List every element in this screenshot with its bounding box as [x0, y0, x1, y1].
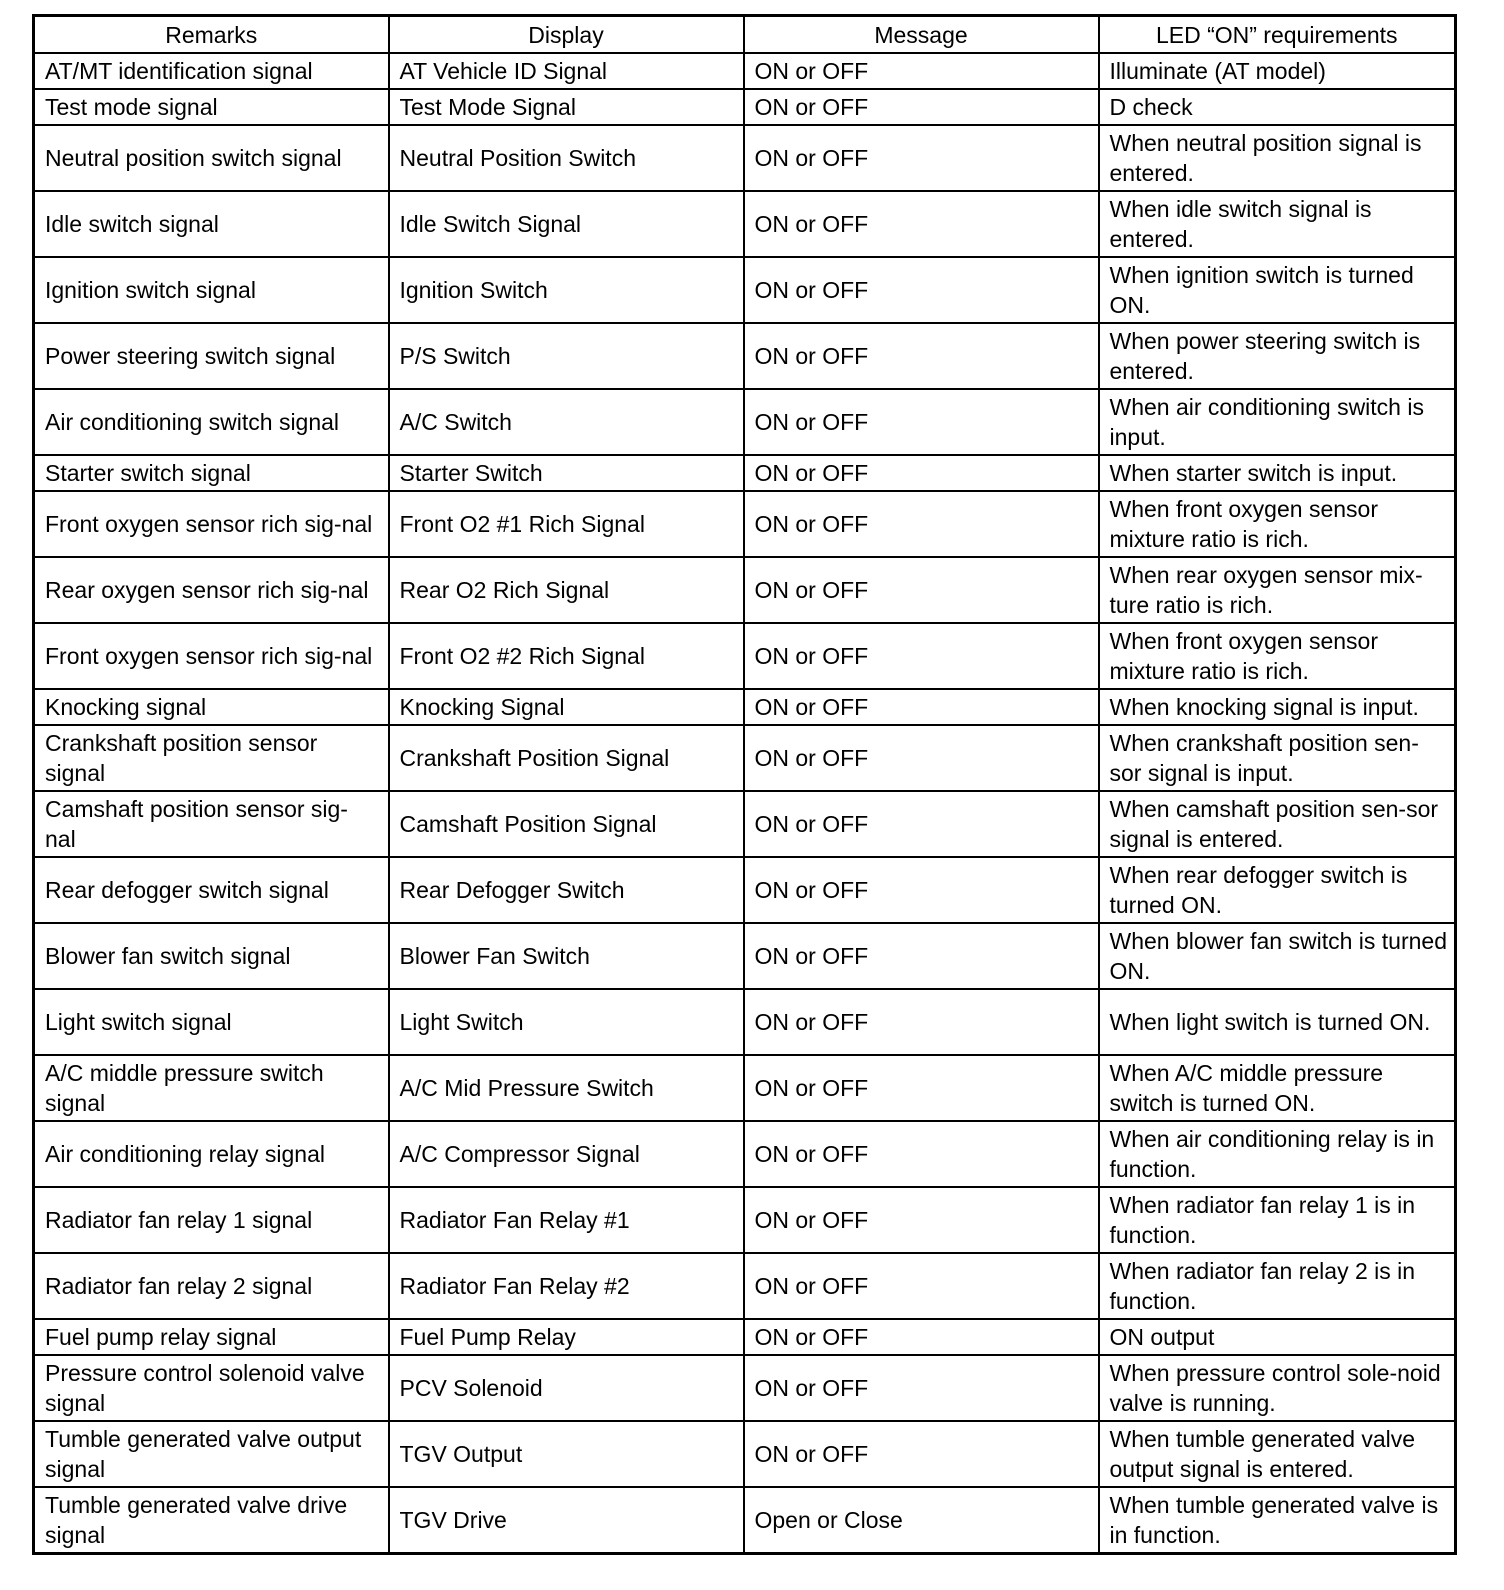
cell-display: Idle Switch Signal	[389, 191, 744, 257]
table-row	[34, 725, 1456, 791]
table-row	[34, 257, 1456, 323]
document-page	[32, 14, 1454, 1555]
cell-display: Crankshaft Position Signal	[389, 725, 744, 791]
cell-message: ON or OFF	[744, 125, 1099, 191]
table-row	[34, 1055, 1456, 1121]
cell-led: When radiator fan relay 1 is in function.	[1099, 1187, 1456, 1253]
cell-message: ON or OFF	[744, 923, 1099, 989]
cell-led: When air conditioning relay is in function.	[1099, 1121, 1456, 1187]
cell-display: Rear Defogger Switch	[389, 857, 744, 923]
cell-message: ON or OFF	[744, 1253, 1099, 1319]
cell-remarks: Starter switch signal	[34, 455, 389, 491]
cell-led: When light switch is turned ON.	[1099, 989, 1456, 1055]
cell-display: AT Vehicle ID Signal	[389, 53, 744, 89]
table-row	[34, 557, 1456, 623]
cell-display: Radiator Fan Relay #1	[389, 1187, 744, 1253]
cell-remarks: Tumble generated valve drive signal	[34, 1487, 389, 1554]
cell-led: When tumble generated valve output signal is entered.	[1099, 1421, 1456, 1487]
table-row	[34, 857, 1456, 923]
cell-message: ON or OFF	[744, 1187, 1099, 1253]
cell-led: When ignition switch is turned ON.	[1099, 257, 1456, 323]
cell-message: ON or OFF	[744, 1355, 1099, 1421]
cell-message: ON or OFF	[744, 989, 1099, 1055]
cell-remarks: Air conditioning switch signal	[34, 389, 389, 455]
cell-led: When radiator fan relay 2 is in function.	[1099, 1253, 1456, 1319]
cell-led: When air conditioning switch is input.	[1099, 389, 1456, 455]
table-row	[34, 125, 1456, 191]
table-row	[34, 1487, 1456, 1554]
cell-message: ON or OFF	[744, 491, 1099, 557]
table-row	[34, 323, 1456, 389]
cell-display: Radiator Fan Relay #2	[389, 1253, 744, 1319]
cell-remarks: Power steering switch signal	[34, 323, 389, 389]
cell-display: A/C Mid Pressure Switch	[389, 1055, 744, 1121]
cell-display: TGV Output	[389, 1421, 744, 1487]
cell-message: ON or OFF	[744, 89, 1099, 125]
cell-message: ON or OFF	[744, 1319, 1099, 1355]
header-led-requirements: LED “ON” requirements	[1099, 16, 1456, 54]
cell-led: ON output	[1099, 1319, 1456, 1355]
cell-message: ON or OFF	[744, 323, 1099, 389]
cell-remarks: Front oxygen sensor rich sig-nal	[34, 491, 389, 557]
header-message: Message	[744, 16, 1099, 54]
table-row	[34, 1355, 1456, 1421]
cell-remarks: Knocking signal	[34, 689, 389, 725]
cell-led: Illuminate (AT model)	[1099, 53, 1456, 89]
cell-led: When knocking signal is input.	[1099, 689, 1456, 725]
cell-led: D check	[1099, 89, 1456, 125]
cell-remarks: Fuel pump relay signal	[34, 1319, 389, 1355]
table-row	[34, 1319, 1456, 1355]
cell-display: PCV Solenoid	[389, 1355, 744, 1421]
cell-led: When blower fan switch is turned ON.	[1099, 923, 1456, 989]
cell-remarks: Front oxygen sensor rich sig-nal	[34, 623, 389, 689]
cell-display: Front O2 #2 Rich Signal	[389, 623, 744, 689]
signal-table	[32, 14, 1457, 1555]
table-row	[34, 689, 1456, 725]
table-row	[34, 791, 1456, 857]
cell-remarks: Rear oxygen sensor rich sig-nal	[34, 557, 389, 623]
cell-remarks: Light switch signal	[34, 989, 389, 1055]
cell-led: When starter switch is input.	[1099, 455, 1456, 491]
cell-display: Light Switch	[389, 989, 744, 1055]
cell-led: When front oxygen sensor mixture ratio is rich.	[1099, 491, 1456, 557]
cell-remarks: Test mode signal	[34, 89, 389, 125]
cell-display: Test Mode Signal	[389, 89, 744, 125]
cell-remarks: Rear defogger switch signal	[34, 857, 389, 923]
cell-led: When idle switch signal is entered.	[1099, 191, 1456, 257]
cell-display: Front O2 #1 Rich Signal	[389, 491, 744, 557]
cell-led: When neutral position signal is entered.	[1099, 125, 1456, 191]
cell-remarks: Tumble generated valve output signal	[34, 1421, 389, 1487]
cell-led: When pressure control sole-noid valve is running.	[1099, 1355, 1456, 1421]
cell-message: ON or OFF	[744, 1421, 1099, 1487]
cell-remarks: Camshaft position sensor sig-nal	[34, 791, 389, 857]
cell-display: Fuel Pump Relay	[389, 1319, 744, 1355]
cell-display: P/S Switch	[389, 323, 744, 389]
table-row	[34, 89, 1456, 125]
cell-message: ON or OFF	[744, 857, 1099, 923]
cell-display: Knocking Signal	[389, 689, 744, 725]
cell-message: ON or OFF	[744, 1121, 1099, 1187]
cell-message: ON or OFF	[744, 725, 1099, 791]
header-display: Display	[389, 16, 744, 54]
cell-remarks: Blower fan switch signal	[34, 923, 389, 989]
cell-message: ON or OFF	[744, 389, 1099, 455]
cell-message: ON or OFF	[744, 455, 1099, 491]
table-row	[34, 1121, 1456, 1187]
table-row	[34, 491, 1456, 557]
cell-remarks: Idle switch signal	[34, 191, 389, 257]
table-row	[34, 923, 1456, 989]
cell-message: ON or OFF	[744, 623, 1099, 689]
cell-message: ON or OFF	[744, 689, 1099, 725]
table-row	[34, 1253, 1456, 1319]
cell-remarks: Pressure control solenoid valve signal	[34, 1355, 389, 1421]
cell-message: ON or OFF	[744, 257, 1099, 323]
cell-display: Neutral Position Switch	[389, 125, 744, 191]
cell-led: When power steering switch is entered.	[1099, 323, 1456, 389]
cell-led: When rear oxygen sensor mix-ture ratio is rich.	[1099, 557, 1456, 623]
table-row	[34, 53, 1456, 89]
header-remarks: Remarks	[34, 16, 389, 54]
cell-led: When A/C middle pressure switch is turned ON.	[1099, 1055, 1456, 1121]
cell-remarks: Radiator fan relay 2 signal	[34, 1253, 389, 1319]
cell-message: Open or Close	[744, 1487, 1099, 1554]
cell-display: A/C Compressor Signal	[389, 1121, 744, 1187]
table-row	[34, 1421, 1456, 1487]
cell-led: When front oxygen sensor mixture ratio is rich.	[1099, 623, 1456, 689]
cell-display: Camshaft Position Signal	[389, 791, 744, 857]
cell-remarks: AT/MT identification signal	[34, 53, 389, 89]
table-row	[34, 1187, 1456, 1253]
cell-display: Rear O2 Rich Signal	[389, 557, 744, 623]
header-row	[34, 16, 1456, 54]
cell-display: Ignition Switch	[389, 257, 744, 323]
table-row	[34, 623, 1456, 689]
cell-led: When camshaft position sen-sor signal is entered.	[1099, 791, 1456, 857]
cell-message: ON or OFF	[744, 1055, 1099, 1121]
cell-display: A/C Switch	[389, 389, 744, 455]
cell-remarks: Ignition switch signal	[34, 257, 389, 323]
cell-message: ON or OFF	[744, 791, 1099, 857]
cell-display: Blower Fan Switch	[389, 923, 744, 989]
cell-remarks: Crankshaft position sensor signal	[34, 725, 389, 791]
table-row	[34, 389, 1456, 455]
cell-message: ON or OFF	[744, 557, 1099, 623]
cell-message: ON or OFF	[744, 191, 1099, 257]
cell-remarks: Neutral position switch signal	[34, 125, 389, 191]
cell-led: When tumble generated valve is in function.	[1099, 1487, 1456, 1554]
cell-display: Starter Switch	[389, 455, 744, 491]
table-row	[34, 455, 1456, 491]
cell-remarks: Air conditioning relay signal	[34, 1121, 389, 1187]
cell-remarks: Radiator fan relay 1 signal	[34, 1187, 389, 1253]
cell-message: ON or OFF	[744, 53, 1099, 89]
cell-led: When rear defogger switch is turned ON.	[1099, 857, 1456, 923]
cell-led: When crankshaft position sen-sor signal is input.	[1099, 725, 1456, 791]
table-row	[34, 989, 1456, 1055]
cell-remarks: A/C middle pressure switch signal	[34, 1055, 389, 1121]
cell-display: TGV Drive	[389, 1487, 744, 1554]
table-row	[34, 191, 1456, 257]
